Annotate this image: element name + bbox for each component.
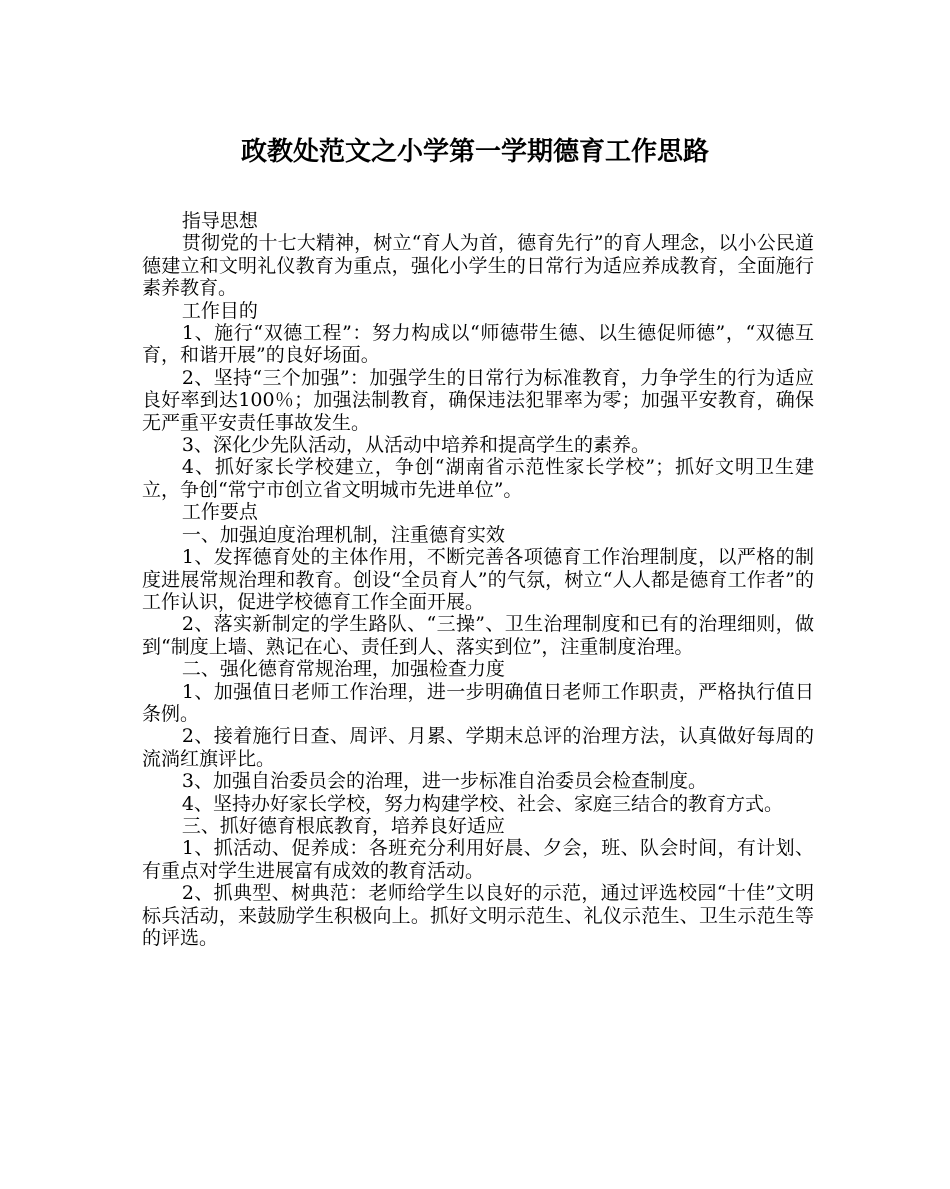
paragraph: 2、落实新制定的学生路队、“三操”、卫生治理制度和已有的治理细则，做到“制度上墙、熟记在心、责任到人、落实到位”，注重制度治理。 <box>142 613 814 658</box>
section-heading: 工作目的 <box>181 299 258 322</box>
subsection-heading: 一、加强迫度治理机制，注重德育实效 <box>181 523 505 546</box>
subsection-heading: 二、强化德育常规治理，加强检查力度 <box>181 658 505 681</box>
paragraph: 4、抓好家长学校建立，争创“湖南省示范性家长学校”；抓好文明卫生建立，争创“常宁市创立省文明城市先进单位”。 <box>142 456 814 501</box>
paragraph: 贯彻党的十七大精神，树立“育人为首，德育先行”的育人理念，以小公民道德建立和文明礼仪教育为重点，强化小学生的日常行为适应养成教育，全面施行素养教育。 <box>142 232 814 300</box>
paragraph: 4、坚持办好家长学校，努力构建学校、社会、家庭三结合的教育方式。 <box>181 792 783 815</box>
paragraph: 1、发挥德育处的主体作用，不断完善各项德育工作治理制度，以严格的制度进展常规治理和教育。创设“全员育人”的气氛，树立“人人都是德育工作者”的工作认识，促进学校德育工作全面开展。 <box>142 546 814 613</box>
paragraph: 2、抓典型、树典范：老师给学生以良好的示范，通过评选校园“十佳”文明标兵活动，来鼓励学生积极向上。抓好文明示范生、礼仪示范生、卫生示范生等的评选。 <box>142 882 814 949</box>
paragraph: 3、加强自治委员会的治理，进一步标准自治委员会检查制度。 <box>181 770 707 793</box>
paragraph: 1、加强值日老师工作治理，进一步明确值日老师工作职责，严格执行值日条例。 <box>142 680 814 725</box>
section-heading: 指导思想 <box>181 210 258 232</box>
document-body <box>142 210 814 949</box>
document-title: 政教处范文之小学第一学期德育工作思路 <box>240 137 709 167</box>
paragraph: 2、接着施行日查、周评、月累、学期末总评的治理方法，认真做好每周的流淌红旗评比。 <box>142 725 814 770</box>
paragraph: 2、坚持“三个加强”：加强学生的日常行为标准教育，力争学生的行为适应良好率到达100％；加强法制教育，确保违法犯罪率为零；加强平安教育，确保无严重平安责任事故发生。 <box>142 366 814 434</box>
subsection-heading: 三、抓好德育根底教育，培养良好适应 <box>181 814 505 837</box>
section-heading: 工作要点 <box>181 501 258 524</box>
paragraph: 3、深化少先队活动，从活动中培养和提高学生的素养。 <box>181 434 650 457</box>
paragraph: 1、施行“双德工程”：努力构成以“师德带生德、以生德促师德”，“双德互育，和谐开展”的良好场面。 <box>142 322 814 367</box>
paragraph: 1、抓活动、促养成：各班充分利用好晨、夕会，班、队会时间，有计划、有重点对学生进展富有成效的教育活动。 <box>142 837 814 882</box>
